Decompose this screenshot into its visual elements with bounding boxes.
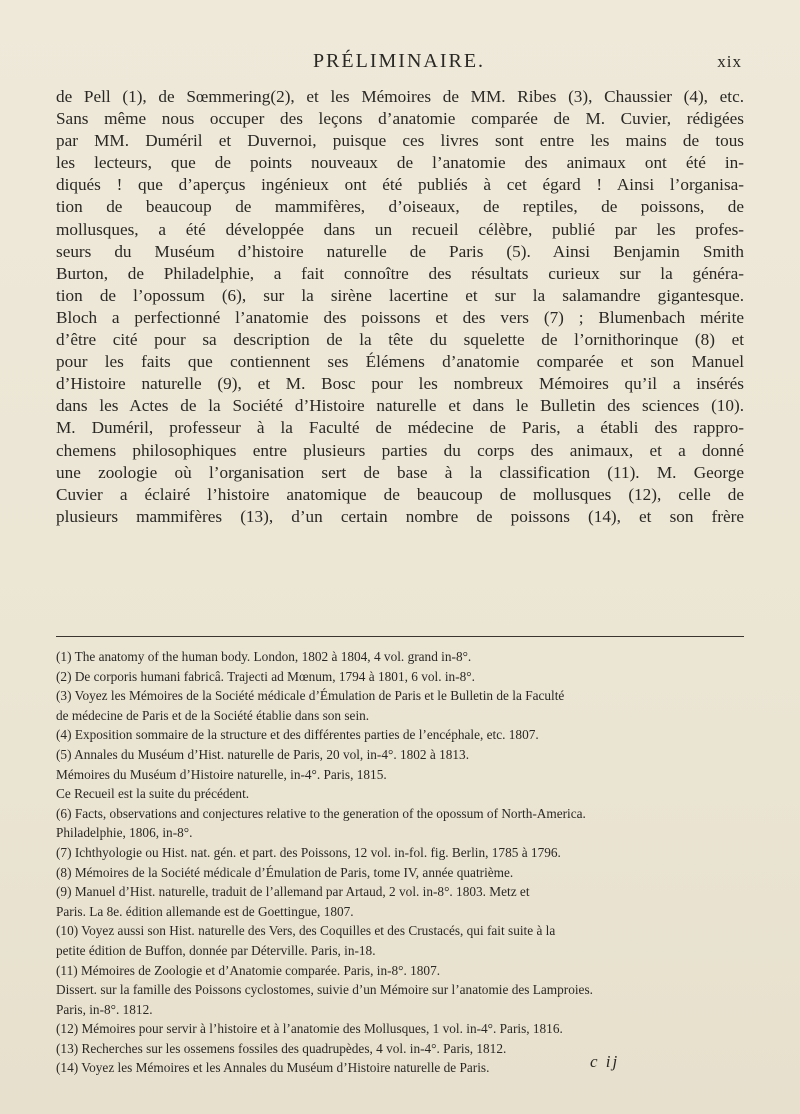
page-header [56, 50, 742, 80]
footnote-line: (3) Voyez les Mémoires de la Société médicale d’Émulation de Paris et le Bulletin de la Faculté [56, 688, 565, 704]
text-line: tion de beaucoup de mammifères, d’oiseaux, de reptiles, de poissons, de [56, 197, 744, 217]
text-line: chemens philosophiques entre plusieurs parties du corps des animaux, et a donné [56, 440, 744, 460]
page-number: xix [717, 52, 742, 71]
footnote-line: (7) Ichthyologie ou Hist. nat. gén. et part. des Poissons, 12 vol. in-fol. fig. Berlin, 1785 à 1796. [56, 844, 561, 860]
footnote-line: Paris. La 8e. édition allemande est de Goettingue, 1807. [56, 903, 354, 919]
main-text [56, 86, 744, 528]
footnote-line: (13) Recherches sur les ossemens fossiles des quadrupèdes, 4 vol. in-4°. Paris, 1812. [56, 1040, 507, 1056]
text-line: d’Histoire naturelle (9), et M. Bosc pour les nombreux Mémoires qu’il a insérés [56, 374, 744, 394]
footnote-line: (1) The anatomy of the human body. London, 1802 à 1804, 4 vol. grand in-8°. [56, 649, 472, 664]
text-line: Cuvier a éclairé l’histoire anatomique de beaucoup de mollusques (12), celle de [56, 484, 744, 504]
text-line: pour les faits que contiennent ses Élémens d’anatomie comparée et son Manuel [56, 352, 744, 372]
footnote-line: Mémoires du Muséum d’Histoire naturelle, in-4°. Paris, 1815. [56, 766, 387, 782]
footnote-line: (14) Voyez les Mémoires et les Annales du Muséum d’Histoire naturelle de Paris. [56, 1060, 490, 1076]
footnote-line: petite édition de Buffon, donnée par Déterville. Paris, in-18. [56, 942, 376, 958]
text-line: diqués ! que d’aperçus ingénieux ont été publiés à cet égard ! Ainsi l’organisa- [56, 175, 744, 195]
text-line: les lecteurs, que de points nouveaux de l’anatomie des animaux ont été in- [56, 153, 744, 173]
text-line: mollusques, a été développée dans un recueil célèbre, publié par les profes- [56, 219, 744, 239]
footnote-line: (11) Mémoires de Zoologie et d’Anatomie comparée. Paris, in-8°. 1807. [56, 962, 441, 978]
footnotes [56, 647, 746, 1078]
text-line: M. Duméril, professeur à la Faculté de médecine de Paris, a établi des rappro- [56, 418, 744, 438]
running-head: PRÉLIMINAIRE. [312, 50, 486, 72]
text-line: une zoologie où l’organisation sert de base à la classification (11). M. George [56, 462, 744, 482]
footnote-line: de médecine de Paris et de la Société établie dans son sein. [56, 707, 370, 723]
text-line: de Pell (1), de Sœmmering(2), et les Mémoires de MM. Ribes (3), Chaussier (4), etc. [56, 87, 744, 106]
text-line: tion de l’opossum (6), sur la sirène lacertine et sur la salamandre gigantesque. [56, 285, 744, 305]
footnote-line: Paris, in-8°. 1812. [56, 1001, 153, 1017]
text-line: d’être cité pour sa description de la tête du squelette de l’ornithorinque (8) et [56, 330, 744, 350]
footnote-line: (8) Mémoires de la Société médicale d’Émulation de Paris, tome IV, année quatrième. [56, 864, 514, 880]
footnote-line: (5) Annales du Muséum d’Hist. naturelle de Paris, 20 vol, in-4°. 1802 à 1813. [56, 746, 470, 762]
footnote-line: Philadelphie, 1806, in-8°. [56, 825, 193, 841]
footnote-line: Dissert. sur la famille des Poissons cyclostomes, suivie d’un Mémoire sur l’anatomie des Lamproies. [56, 982, 593, 998]
footnote-line: (12) Mémoires pour servir à l’histoire et à l’anatomie des Mollusques, 1 vol. in-4°. Paris, 1816. [56, 1021, 563, 1037]
text-line: Sans même nous occuper des leçons d’anatomie comparée de M. Cuvier, rédigées [56, 109, 744, 129]
text-line: seurs du Muséum d’histoire naturelle de Paris (5). Ainsi Benjamin Smith [56, 241, 744, 261]
footnote-line: (10) Voyez aussi son Hist. naturelle des Vers, des Coquilles et des Crustacés, qui fait suite à la [56, 923, 556, 939]
text-line: par MM. Duméril et Duvernoi, puisque ces livres sont entre les mains de tous [56, 131, 744, 151]
signature-mark: c ij [590, 1052, 620, 1071]
footnote-line: (9) Manuel d’Hist. naturelle, traduit de l’allemand par Artaud, 2 vol. in-8°. 1803. Metz et [56, 884, 530, 900]
text-line: plusieurs mammifères (13), d’un certain nombre de poissons (14), et son frère [56, 506, 744, 526]
footnote-line: Ce Recueil est la suite du précédent. [56, 786, 250, 802]
footnote-line: (2) De corporis humani fabricâ. Trajecti ad Mœnum, 1794 à 1801, 6 vol. in-8°. [56, 668, 475, 684]
text-line: Burton, de Philadelphie, a fait connoître des résultats curieux sur la généra- [56, 263, 744, 283]
text-line: Bloch a perfectionné l’anatomie des poissons et des vers (7) ; Blumenbach mérite [56, 307, 744, 327]
footnote-line: (4) Exposition sommaire de la structure et des différentes parties de l’encéphale, etc. 1807. [56, 727, 539, 743]
footnote-line: (6) Facts, observations and conjectures relative to the generation of the opossum of North-America. [56, 805, 586, 821]
text-line: dans les Actes de la Société d’Histoire naturelle et dans le Bulletin des sciences (10). [56, 396, 744, 416]
footnote-rule [56, 636, 744, 637]
